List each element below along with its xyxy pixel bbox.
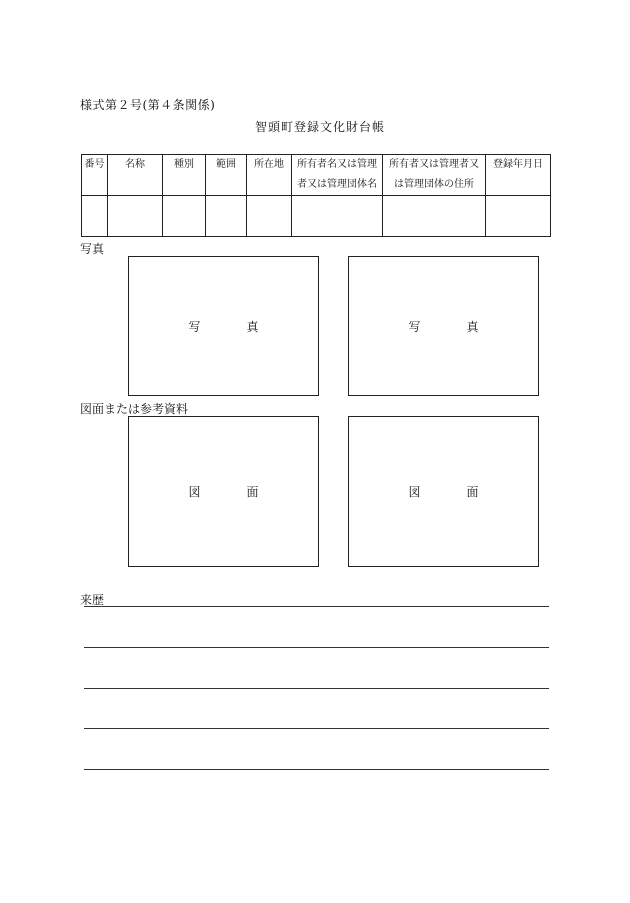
photo-frame-text-1: 写: [188, 319, 201, 334]
history-line[interactable]: [84, 688, 549, 689]
cell-registration-date[interactable]: [486, 196, 551, 237]
drawing-frame-text-1: 図: [408, 485, 421, 499]
table-header-row: [82, 155, 551, 196]
photo-section-label: 写真: [80, 242, 105, 256]
col-header-name: 名称: [108, 155, 163, 196]
cell-type[interactable]: [163, 196, 206, 237]
photo-frame-text-2: 真: [246, 319, 259, 334]
register-table: [81, 154, 551, 237]
photo-frame-right[interactable]: [348, 256, 539, 396]
cell-scope[interactable]: [206, 196, 247, 237]
cell-owner-address[interactable]: [383, 196, 486, 237]
cell-owner-name[interactable]: [292, 196, 383, 237]
form-number: 様式第２号(第４条関係): [80, 98, 216, 112]
cell-number[interactable]: [82, 196, 108, 237]
history-line[interactable]: [84, 769, 549, 770]
photo-frame-left[interactable]: [128, 256, 319, 396]
history-line[interactable]: [84, 647, 549, 648]
col-header-number: 番号: [82, 155, 108, 196]
table-row: [82, 196, 551, 237]
page-title: 智頭町登録文化財台帳: [254, 120, 385, 134]
drawing-frame-text-2: 面: [466, 485, 479, 499]
history-line[interactable]: [84, 606, 549, 607]
history-section-label: 来歴: [80, 593, 105, 607]
drawing-frame-left[interactable]: [128, 416, 319, 567]
col-header-location: 所在地: [247, 155, 292, 196]
col-header-owner-address: 所有者又は管理者又 は管理団体の住所: [383, 155, 486, 196]
col-header-scope: 範囲: [206, 155, 247, 196]
col-header-owner-name: 所有者名又は管理 者又は管理団体名: [292, 155, 383, 196]
col-header-type: 種別: [163, 155, 206, 196]
drawing-frame-text-1: 図: [188, 485, 201, 499]
drawing-section-label: 図面または参考資料: [80, 402, 189, 416]
photo-frame-text-2: 真: [466, 319, 479, 334]
history-line[interactable]: [84, 728, 549, 729]
cell-name[interactable]: [108, 196, 163, 237]
drawing-frame-text-2: 面: [246, 485, 259, 499]
photo-frame-text-1: 写: [408, 319, 421, 334]
cell-location[interactable]: [247, 196, 292, 237]
drawing-frame-right[interactable]: [348, 416, 539, 567]
col-header-registration-date: 登録年月日: [486, 155, 551, 196]
